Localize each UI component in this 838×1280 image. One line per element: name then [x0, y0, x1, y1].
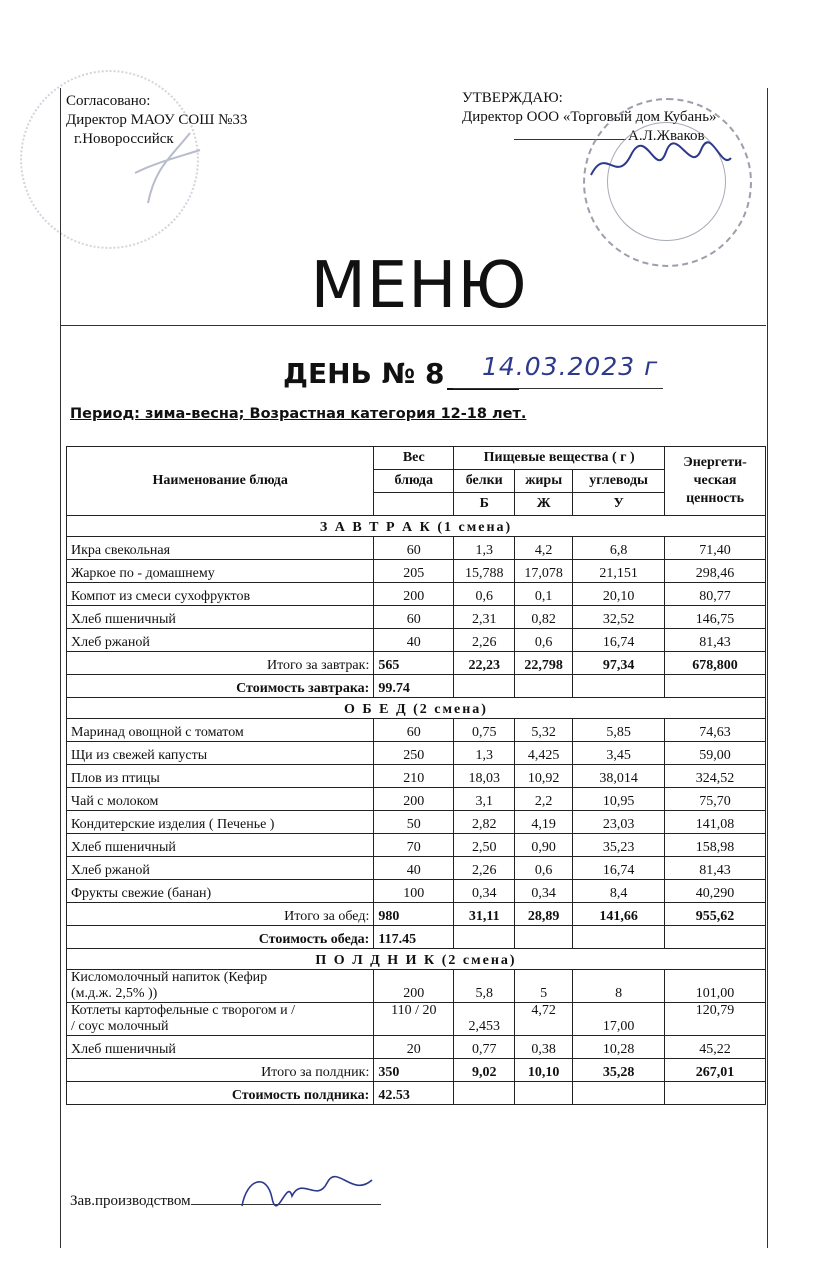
total-carbs: 35,28: [573, 1059, 665, 1082]
dish-proteins: 2,453: [454, 1003, 515, 1036]
dish-proteins: 18,03: [454, 765, 515, 788]
header-nutrients: Пищевые вещества ( г ): [454, 447, 665, 470]
total-label: Итого за обед:: [67, 903, 374, 926]
dish-weight: 70: [374, 834, 454, 857]
header-p: Б: [454, 493, 515, 516]
dish-carbs: 3,45: [573, 742, 665, 765]
dish-name: Хлеб ржаной: [67, 857, 374, 880]
dish-carbs: 21,151: [573, 560, 665, 583]
total-weight: 565: [374, 652, 454, 675]
dish-proteins: 0,77: [454, 1036, 515, 1059]
dish-carbs: 20,10: [573, 583, 665, 606]
dish-weight: 200: [374, 788, 454, 811]
dish-name: Фрукты свежие (банан): [67, 880, 374, 903]
total-carbs: 141,66: [573, 903, 665, 926]
header-carbs: углеводы: [573, 470, 665, 493]
cost-label: Стоимость полдника:: [67, 1082, 374, 1105]
dish-fats: 0,6: [515, 629, 573, 652]
manager-signature-scribble: [232, 1168, 382, 1218]
table-row: [67, 537, 766, 560]
header-dish: Наименование блюда: [67, 447, 374, 516]
dish-weight: 60: [374, 719, 454, 742]
dish-proteins: 0,75: [454, 719, 515, 742]
cost-empty-cell: [573, 1082, 665, 1105]
dish-weight: 40: [374, 857, 454, 880]
total-fats: 22,798: [515, 652, 573, 675]
cost-empty-cell: [515, 1082, 573, 1105]
dish-fats: 4,2: [515, 537, 573, 560]
dish-proteins: 2,31: [454, 606, 515, 629]
cost-empty-cell: [454, 1082, 515, 1105]
dish-carbs: 23,03: [573, 811, 665, 834]
day-label: ДЕНЬ № 8: [283, 357, 445, 390]
approval-right-line3: А.Л.Жваков: [628, 128, 705, 144]
header-weight-top: Вес: [374, 447, 454, 470]
dish-energy: 71,40: [665, 537, 766, 560]
total-fats: 28,89: [515, 903, 573, 926]
dish-proteins: 1,3: [454, 742, 515, 765]
dish-proteins: 2,82: [454, 811, 515, 834]
dish-weight: 100: [374, 880, 454, 903]
cost-empty-cell: [665, 1082, 766, 1105]
table-row: [67, 765, 766, 788]
dish-fats: 0,82: [515, 606, 573, 629]
total-energy: 955,62: [665, 903, 766, 926]
total-proteins: 9,02: [454, 1059, 515, 1082]
dish-name: Хлеб пшеничный: [67, 1036, 374, 1059]
cost-label: Стоимость завтрака:: [67, 675, 374, 698]
total-label: Итого за завтрак:: [67, 652, 374, 675]
table-row: [67, 970, 766, 1003]
total-proteins: 22,23: [454, 652, 515, 675]
dish-fats: 0,34: [515, 880, 573, 903]
dish-energy: 146,75: [665, 606, 766, 629]
date-underline: [453, 388, 663, 389]
header-energy: Энергети- ческая ценность: [665, 447, 766, 516]
dish-proteins: 2,26: [454, 857, 515, 880]
dish-energy: 158,98: [665, 834, 766, 857]
approval-left-line1: Согласовано:: [66, 93, 151, 109]
cost-value: 99.74: [374, 675, 454, 698]
cost-empty-cell: [454, 926, 515, 949]
dish-fats: 4,19: [515, 811, 573, 834]
table-row: [67, 1036, 766, 1059]
dish-proteins: 3,1: [454, 788, 515, 811]
dish-carbs: 35,23: [573, 834, 665, 857]
cost-row: [67, 1082, 766, 1105]
dish-weight: 110 / 20: [374, 1003, 454, 1036]
dish-proteins: 2,50: [454, 834, 515, 857]
cost-empty-cell: [515, 926, 573, 949]
header-c: У: [573, 493, 665, 516]
header-proteins: белки: [454, 470, 515, 493]
dish-name: Компот из смеси сухофруктов: [67, 583, 374, 606]
dish-carbs: 6,8: [573, 537, 665, 560]
approval-left-line2: Директор МАОУ СОШ №33: [66, 112, 248, 128]
left-signature-scribble: [100, 128, 210, 208]
table-row: [67, 583, 766, 606]
dish-name: Кисломолочный напиток (Кефир (м.д.ж. 2,5% )): [67, 970, 374, 1003]
header-f: Ж: [515, 493, 573, 516]
total-energy: 267,01: [665, 1059, 766, 1082]
table-row: [67, 880, 766, 903]
table-row: [67, 857, 766, 880]
dish-energy: 45,22: [665, 1036, 766, 1059]
dish-weight: 205: [374, 560, 454, 583]
dish-fats: 17,078: [515, 560, 573, 583]
dish-proteins: 5,8: [454, 970, 515, 1003]
dish-name: Кондитерские изделия ( Печенье ): [67, 811, 374, 834]
cost-value: 117.45: [374, 926, 454, 949]
dish-name: Икра свекольная: [67, 537, 374, 560]
dish-carbs: 16,74: [573, 857, 665, 880]
table-row: [67, 834, 766, 857]
dish-name: Котлеты картофельные с творогом и / / соус молочный: [67, 1003, 374, 1036]
table-row: [67, 606, 766, 629]
dish-name: Хлеб пшеничный: [67, 606, 374, 629]
dish-energy: 120,79: [665, 1003, 766, 1036]
cost-empty-cell: [515, 675, 573, 698]
dish-name: Хлеб пшеничный: [67, 834, 374, 857]
dish-fats: 2,2: [515, 788, 573, 811]
dish-fats: 5,32: [515, 719, 573, 742]
dish-weight: 50: [374, 811, 454, 834]
dish-energy: 75,70: [665, 788, 766, 811]
section-title: З А В Т Р А К (1 смена): [67, 516, 766, 537]
cost-row: [67, 675, 766, 698]
total-label: Итого за полдник:: [67, 1059, 374, 1082]
dish-proteins: 2,26: [454, 629, 515, 652]
dish-carbs: 8: [573, 970, 665, 1003]
dish-energy: 101,00: [665, 970, 766, 1003]
total-fats: 10,10: [515, 1059, 573, 1082]
title-divider: [60, 325, 766, 326]
handwritten-date: 14.03.2023 г: [482, 352, 659, 381]
dish-proteins: 15,788: [454, 560, 515, 583]
dish-energy: 59,00: [665, 742, 766, 765]
approval-right-line2: Директор ООО «Торговый дом Кубань»: [462, 109, 717, 125]
dish-energy: 40,290: [665, 880, 766, 903]
dish-carbs: 8,4: [573, 880, 665, 903]
table-row: [67, 719, 766, 742]
total-proteins: 31,11: [454, 903, 515, 926]
dish-energy: 298,46: [665, 560, 766, 583]
dish-carbs: 32,52: [573, 606, 665, 629]
section-title: О Б Е Д (2 смена): [67, 698, 766, 719]
menu-table: [66, 446, 766, 1105]
table-row: [67, 560, 766, 583]
cost-empty-cell: [454, 675, 515, 698]
dish-energy: 141,08: [665, 811, 766, 834]
header-weight-blank: [374, 493, 454, 516]
dish-weight: 210: [374, 765, 454, 788]
approval-left-line3: г.Новороссийск: [74, 131, 174, 147]
dish-weight: 200: [374, 583, 454, 606]
total-row: [67, 652, 766, 675]
dish-carbs: 17,00: [573, 1003, 665, 1036]
table-row: [67, 811, 766, 834]
dish-energy: 81,43: [665, 629, 766, 652]
cost-empty-cell: [573, 926, 665, 949]
header-weight-bottom: блюда: [374, 470, 454, 493]
cost-empty-cell: [665, 926, 766, 949]
dish-carbs: 16,74: [573, 629, 665, 652]
section-header-row: [67, 949, 766, 970]
dish-carbs: 5,85: [573, 719, 665, 742]
dish-proteins: 0,34: [454, 880, 515, 903]
dish-carbs: 10,28: [573, 1036, 665, 1059]
dish-carbs: 10,95: [573, 788, 665, 811]
cost-empty-cell: [573, 675, 665, 698]
dish-energy: 81,43: [665, 857, 766, 880]
table-row: [67, 788, 766, 811]
dish-proteins: 1,3: [454, 537, 515, 560]
total-row: [67, 1059, 766, 1082]
director-signature-scribble: [586, 140, 736, 190]
period-line: Период: зима-весна; Возрастная категория 12-18 лет.: [70, 406, 527, 422]
dish-weight: 60: [374, 537, 454, 560]
total-carbs: 97,34: [573, 652, 665, 675]
dish-fats: 0,90: [515, 834, 573, 857]
total-weight: 350: [374, 1059, 454, 1082]
cost-value: 42.53: [374, 1082, 454, 1105]
section-header-row: [67, 516, 766, 537]
dish-fats: 0,6: [515, 857, 573, 880]
page-title: МЕНЮ: [310, 249, 528, 323]
dish-name: Плов из птицы: [67, 765, 374, 788]
dish-proteins: 0,6: [454, 583, 515, 606]
cost-label: Стоимость обеда:: [67, 926, 374, 949]
dish-fats: 10,92: [515, 765, 573, 788]
dish-weight: 20: [374, 1036, 454, 1059]
dish-weight: 60: [374, 606, 454, 629]
menu-table-body: [67, 516, 766, 1105]
dish-energy: 80,77: [665, 583, 766, 606]
dish-energy: 324,52: [665, 765, 766, 788]
table-row: [67, 742, 766, 765]
dish-name: Маринад овощной с томатом: [67, 719, 374, 742]
section-title: П О Л Д Н И К (2 смена): [67, 949, 766, 970]
dish-name: Чай с молоком: [67, 788, 374, 811]
section-header-row: [67, 698, 766, 719]
cost-empty-cell: [665, 675, 766, 698]
dish-fats: 0,1: [515, 583, 573, 606]
dish-weight: 40: [374, 629, 454, 652]
dish-name: Щи из свежей капусты: [67, 742, 374, 765]
total-energy: 678,800: [665, 652, 766, 675]
approval-right-line1: УТВЕРЖДАЮ:: [462, 90, 563, 106]
dish-fats: 4,72: [515, 1003, 573, 1036]
dish-fats: 5: [515, 970, 573, 1003]
dish-weight: 250: [374, 742, 454, 765]
total-row: [67, 903, 766, 926]
dish-carbs: 38,014: [573, 765, 665, 788]
table-row: [67, 1003, 766, 1036]
total-weight: 980: [374, 903, 454, 926]
dish-weight: 200: [374, 970, 454, 1003]
dish-fats: 4,425: [515, 742, 573, 765]
dish-energy: 74,63: [665, 719, 766, 742]
table-row: [67, 629, 766, 652]
header-fats: жиры: [515, 470, 573, 493]
cost-row: [67, 926, 766, 949]
dish-name: Хлеб ржаной: [67, 629, 374, 652]
dish-fats: 0,38: [515, 1036, 573, 1059]
dish-name: Жаркое по - домашнему: [67, 560, 374, 583]
signature-label: Зав.производством: [70, 1193, 191, 1209]
